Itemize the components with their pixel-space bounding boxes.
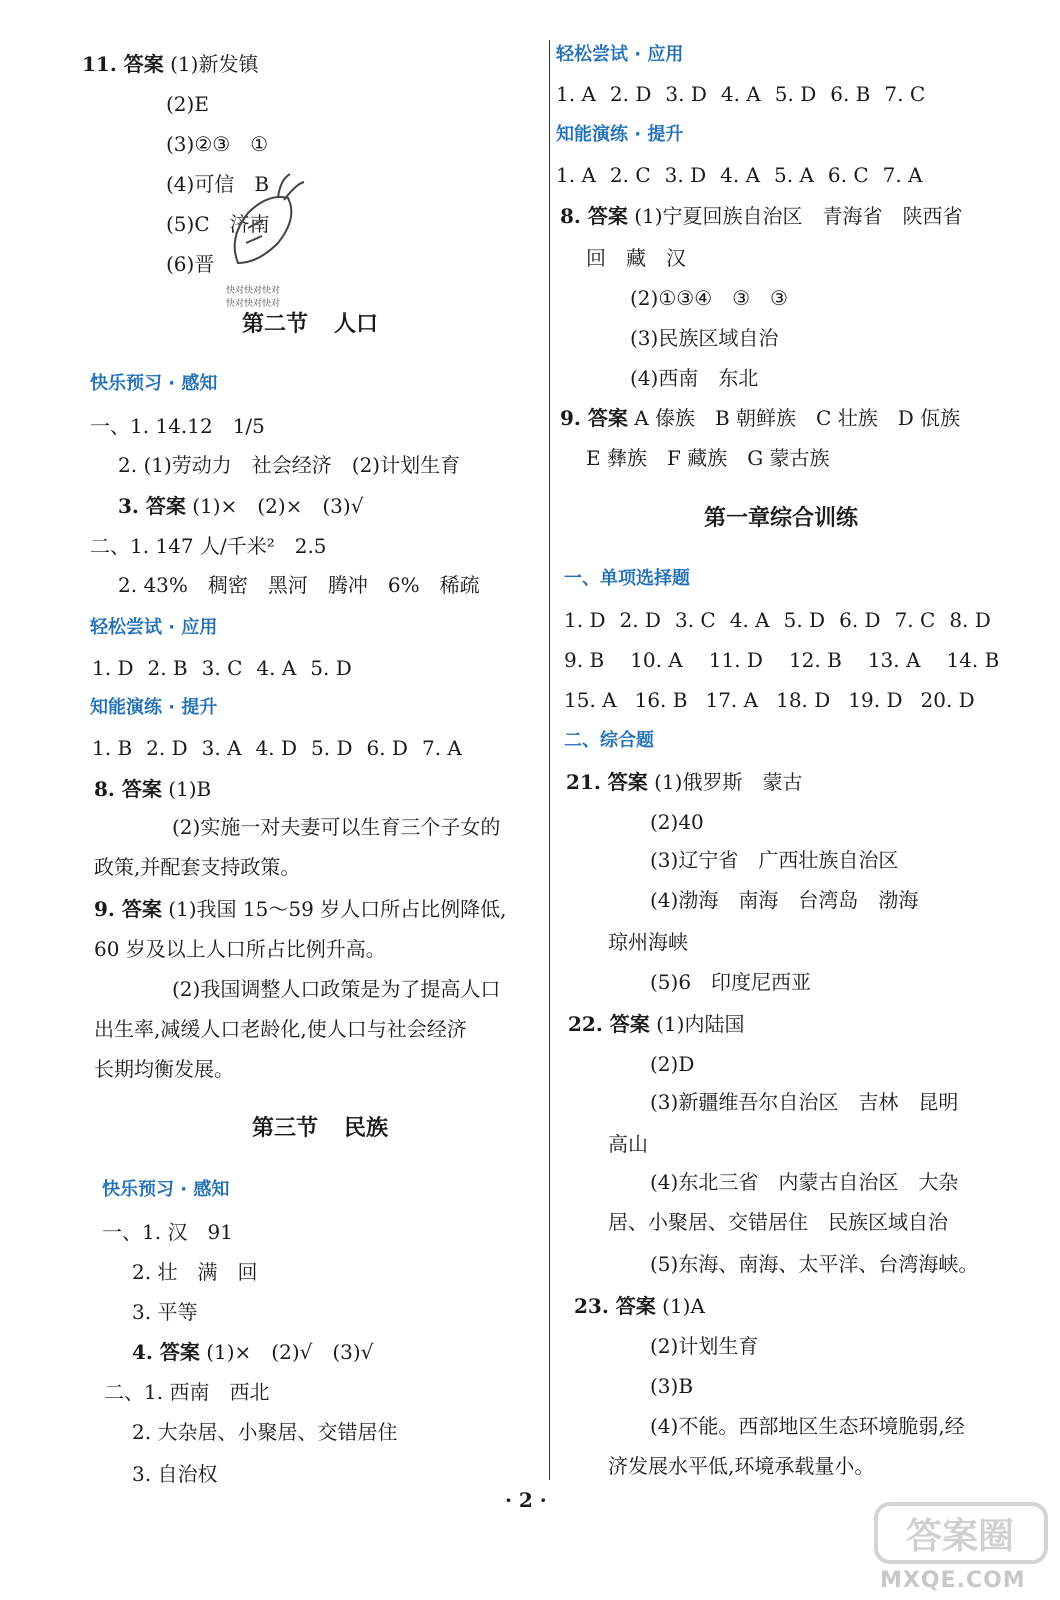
answer-item: 1. D bbox=[564, 608, 606, 632]
answer-item: 5. D bbox=[311, 736, 353, 760]
q22-line7: (5)东海、南海、太平洋、台湾海峡。 bbox=[650, 1252, 979, 1276]
chapter-title: 第一章综合训练 bbox=[704, 506, 859, 531]
answer-item: 2. D bbox=[609, 82, 652, 106]
section2-q9-line3: (2)我国调整人口政策是为了提高人口 bbox=[172, 977, 501, 1001]
section2-drill-header: 知能演练 · 提升 bbox=[90, 697, 218, 718]
section2-p3: 3. 答案 (1)× (2)× (3)√ bbox=[118, 494, 364, 518]
q23-line3: (3)B bbox=[650, 1374, 694, 1398]
answer-item: 6. B bbox=[830, 82, 871, 106]
section2-try-header: 轻松尝试 · 应用 bbox=[90, 617, 218, 638]
answer-item: 1. D bbox=[92, 656, 134, 680]
q11-line2: (2)E bbox=[166, 92, 209, 116]
answer-item: 15. A bbox=[564, 688, 617, 712]
q11-line4: (4)可信 B bbox=[166, 172, 270, 196]
q21-line1: 21. 答案 (1)俄罗斯 蒙古 bbox=[566, 770, 803, 794]
comprehensive-header: 二、综合题 bbox=[564, 730, 654, 751]
answer-item: 5. D bbox=[774, 82, 817, 106]
single-row3 bbox=[564, 686, 989, 714]
answer-item: 5. D bbox=[310, 656, 352, 680]
answer-item: 14. B bbox=[946, 648, 1000, 672]
answer-item: 3. D bbox=[664, 163, 707, 187]
section2-q8-line2: (2)实施一对夫妻可以生育三个子女的 bbox=[172, 815, 501, 839]
answer-item: 13. A bbox=[867, 648, 921, 672]
section2-q9-line5: 长期均衡发展。 bbox=[94, 1057, 234, 1081]
answer-item: 18. D bbox=[776, 688, 831, 712]
q22-line5: (4)东北三省 内蒙古自治区 大杂 bbox=[650, 1170, 959, 1194]
answer-item: 11. D bbox=[708, 648, 763, 672]
q22-line4: 高山 bbox=[608, 1132, 648, 1156]
answer-item: 10. A bbox=[630, 648, 683, 672]
right-try-header: 轻松尝试 · 应用 bbox=[556, 44, 684, 65]
section2-q9-line2: 60 岁及以上人口所占比例升高。 bbox=[94, 937, 386, 961]
right-q8-line2: 回 藏 汉 bbox=[586, 246, 686, 270]
section3-p3: 3. 平等 bbox=[132, 1300, 198, 1324]
q23-line2: (2)计划生育 bbox=[650, 1334, 759, 1358]
answer-item: 4. A bbox=[729, 608, 770, 632]
answer-item: 1. A bbox=[556, 82, 596, 106]
section2-try-answers bbox=[92, 654, 366, 682]
section3-p7: 3. 自治权 bbox=[132, 1462, 218, 1486]
q21-line4: (4)渤海 南海 台湾岛 渤海 bbox=[650, 888, 919, 912]
answer-item: 4. A bbox=[720, 82, 761, 106]
answer-item: 3. C bbox=[201, 656, 243, 680]
section2-p1: 一、1. 14.12 1/5 bbox=[90, 414, 265, 438]
q11-line1: 11. 答案 (1)新发镇 bbox=[82, 52, 259, 76]
answer-item: 5. D bbox=[783, 608, 826, 632]
answer-item: 1. B bbox=[92, 736, 133, 760]
answer-item: 6. D bbox=[839, 608, 881, 632]
single-row2 bbox=[564, 646, 1013, 674]
answer-item: 2. D bbox=[619, 608, 661, 632]
single-choice-header: 一、单项选择题 bbox=[564, 568, 690, 589]
answer-item: 3. C bbox=[674, 608, 716, 632]
q11-line6: (6)晋 bbox=[166, 252, 215, 276]
right-q9-line2: E 彝族 F 藏族 G 蒙古族 bbox=[586, 446, 830, 470]
carrot-logo-icon bbox=[218, 168, 308, 278]
answer-item: 1. A bbox=[556, 163, 596, 187]
section2-p4: 二、1. 147 人/千米² 2.5 bbox=[90, 534, 327, 558]
q21-line6: (5)6 印度尼西亚 bbox=[650, 970, 812, 994]
answer-item: 2. D bbox=[146, 736, 188, 760]
answer-item: 4. A bbox=[720, 163, 761, 187]
answer-item: 2. C bbox=[609, 163, 651, 187]
page-number: · 2 · bbox=[505, 1488, 547, 1512]
section2-drill-answers bbox=[92, 734, 476, 762]
section3-title: 第三节 民族 bbox=[252, 1116, 389, 1141]
answer-item: 3. A bbox=[201, 736, 242, 760]
right-q9-line1: 9. 答案 A 傣族 B 朝鲜族 C 壮族 D 佤族 bbox=[560, 406, 961, 430]
answer-item: 3. D bbox=[665, 82, 707, 106]
section3-p5: 二、1. 西南 西北 bbox=[104, 1380, 270, 1404]
section2-q8-line1: 8. 答案 (1)B bbox=[94, 777, 212, 801]
section3-p4: 4. 答案 (1)× (2)√ (3)√ bbox=[132, 1340, 374, 1364]
answer-item: 19. D bbox=[848, 688, 903, 712]
section3-preview-header: 快乐预习 · 感知 bbox=[102, 1179, 230, 1200]
answer-item: 4. A bbox=[256, 656, 297, 680]
section3-p6: 2. 大杂居、小聚居、交错居住 bbox=[132, 1420, 398, 1444]
q22-line2: (2)D bbox=[650, 1052, 695, 1076]
section2-q8-line3: 政策,并配套支持政策。 bbox=[94, 855, 301, 879]
section2-q9-line4: 出生率,减缓人口老龄化,使人口与社会经济 bbox=[94, 1017, 467, 1041]
answer-item: 16. B bbox=[634, 688, 688, 712]
answer-item: 7. A bbox=[882, 163, 923, 187]
answer-item: 4. D bbox=[255, 736, 297, 760]
right-try-answers bbox=[556, 80, 939, 108]
section2-q9-line1: 9. 答案 (1)我国 15～59 岁人口所占比例降低, bbox=[94, 897, 507, 921]
q23-line4: (4)不能。西部地区生态环境脆弱,经 bbox=[650, 1414, 965, 1438]
answer-item: 8. D bbox=[949, 608, 991, 632]
answer-item: 12. B bbox=[788, 648, 842, 672]
right-q8-line5: (4)西南 东北 bbox=[630, 366, 759, 390]
q22-line3: (3)新疆维吾尔自治区 吉林 昆明 bbox=[650, 1090, 959, 1114]
answer-item: 6. C bbox=[827, 163, 869, 187]
right-q8-line3: (2)①③④ ③ ③ bbox=[630, 286, 788, 310]
section2-p2: 2. (1)劳动力 社会经济 (2)计划生育 bbox=[118, 453, 461, 477]
answer-item: 2. B bbox=[147, 656, 188, 680]
q21-line2: (2)40 bbox=[650, 810, 704, 834]
section2-title: 第二节 人口 bbox=[242, 312, 379, 337]
q21-line3: (3)辽宁省 广西壮族自治区 bbox=[650, 848, 899, 872]
q11-line5: (5)C 济南 bbox=[166, 212, 270, 236]
right-drill-header: 知能演练 · 提升 bbox=[556, 124, 684, 145]
single-row1 bbox=[564, 606, 1005, 634]
q23-line5: 济发展水平低,环境承载量小。 bbox=[608, 1454, 875, 1478]
answer-item: 20. D bbox=[920, 688, 975, 712]
answer-item: 17. A bbox=[705, 688, 759, 712]
answer-item: 5. A bbox=[774, 163, 814, 187]
q21-line5: 琼州海峡 bbox=[608, 930, 688, 954]
answer-item: 7. C bbox=[884, 82, 926, 106]
q23-line1: 23. 答案 (1)A bbox=[574, 1294, 705, 1318]
right-q8-line1: 8. 答案 (1)宁夏回族自治区 青海省 陕西省 bbox=[560, 204, 963, 228]
section3-p1: 一、1. 汉 91 bbox=[102, 1220, 233, 1244]
answer-item: 9. B bbox=[564, 648, 605, 672]
stamp-text-2: 快对快对快对 bbox=[226, 299, 281, 309]
watermark-chinese: 答案圈 bbox=[905, 1516, 1015, 1557]
answer-item: 7. C bbox=[894, 608, 936, 632]
answer-item: 6. D bbox=[366, 736, 408, 760]
q22-line6: 居、小聚居、交错居住 民族区域自治 bbox=[608, 1210, 948, 1234]
right-q8-line4: (3)民族区域自治 bbox=[630, 326, 779, 350]
answer-item: 7. A bbox=[421, 736, 462, 760]
column-divider bbox=[549, 40, 550, 1480]
section3-p2: 2. 壮 满 回 bbox=[132, 1260, 258, 1284]
q11-line3: (3)②③ ① bbox=[166, 132, 269, 156]
q22-line1: 22. 答案 (1)内陆国 bbox=[568, 1012, 745, 1036]
watermark-text: MXQE.COM bbox=[880, 1568, 1026, 1593]
section2-preview-header: 快乐预习 · 感知 bbox=[90, 373, 218, 394]
right-drill-answers bbox=[556, 161, 937, 189]
stamp-text-1: 快对快对快对 bbox=[226, 286, 281, 296]
section2-p5: 2. 43% 稠密 黑河 腾冲 6% 稀疏 bbox=[118, 573, 480, 597]
